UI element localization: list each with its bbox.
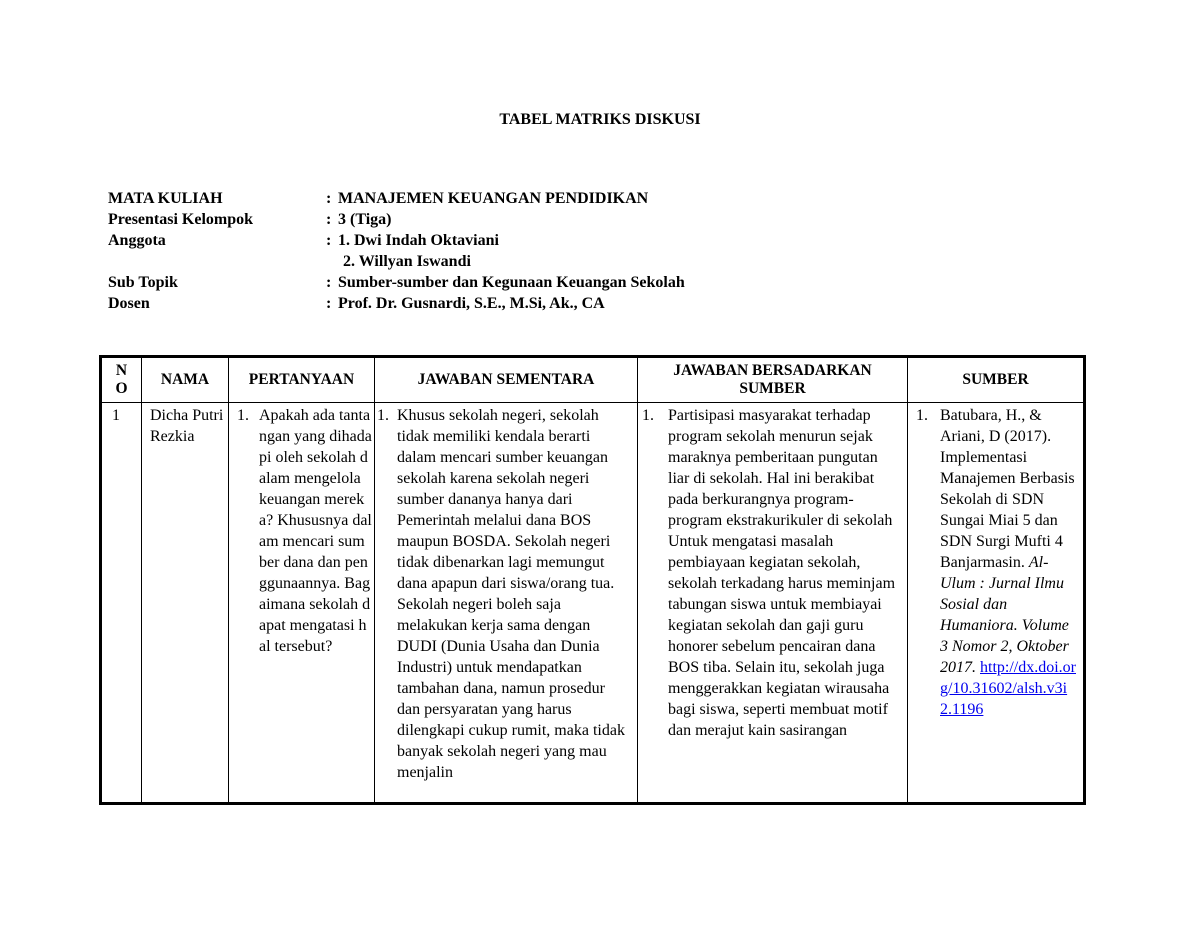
meta-label: Anggota (108, 232, 166, 249)
meta-row-mata-kuliah (108, 188, 685, 209)
cell-jawaban-sementara (375, 403, 638, 804)
meta-value: Sumber-sumber dan Kegunaan Keuangan Sekolah (338, 274, 685, 291)
meta-row-kelompok (108, 209, 685, 230)
meta-colon: : (326, 211, 332, 228)
header-jawaban-sumber: JAWABAN BERSADARKAN SUMBER (638, 357, 908, 403)
meta-row-anggota-2 (108, 251, 685, 272)
list-number: 1. (916, 407, 928, 424)
meta-value: MANAJEMEN KEUANGAN PENDIDIKAN (338, 190, 649, 207)
meta-row-anggota (108, 230, 685, 251)
row-number: 1 (112, 407, 120, 424)
meta-value: 1. Dwi Indah Oktaviani (338, 232, 499, 249)
cell-no (101, 403, 142, 804)
meta-label: MATA KULIAH (108, 190, 223, 207)
header-sumber: SUMBER (908, 357, 1085, 403)
list-number: 1. (377, 407, 389, 424)
meta-colon: : (326, 190, 332, 207)
meta-label: Presentasi Kelompok (108, 211, 254, 228)
question-text: Apakah ada tantangan yang dihadapi oleh sekolah dalam mengelola keuangan mereka? Khususnya dalam mencari sumber dana dan penggunaannya. Bagaimana sekolah dapat mengatasi hal tersebut? (259, 407, 372, 655)
course-info (108, 188, 685, 314)
meta-label: Sub Topik (108, 274, 178, 291)
cell-sumber (908, 403, 1085, 804)
cell-nama (142, 403, 229, 804)
meta-colon: : (326, 295, 332, 312)
meta-row-sub-topik (108, 272, 685, 293)
meta-colon: : (326, 274, 332, 291)
meta-row-dosen (108, 293, 685, 314)
document-title: TABEL MATRIKS DISKUSI (499, 111, 701, 128)
meta-value: Prof. Dr. Gusnardi, S.E., M.Si, Ak., CA (338, 295, 605, 312)
reference-text (940, 405, 1083, 802)
discussion-matrix-table (99, 355, 1086, 805)
temporary-answer-text: Khusus sekolah negeri, sekolah tidak memiliki kendala berarti dalam mencari sumber keuangan sekolah karena sekolah negeri sumber dananya hanya dari Pemerintah melalui dana BOS maupun BOSDA. Sekolah negeri tidak dibenarkan lagi memungut dana apapun dari siswa/orang tua. Sekolah negeri boleh saja melakukan kerja sama dengan DUDI (Dunia Usaha dan Dunia Industri) untuk mendapatkan tambahan dana, namun prosedur dan persyaratan yang harus dilengkapi cukup rumit, maka tidak banyak sekolah negeri yang mau menjalin (397, 407, 625, 781)
table-header-row (101, 357, 1085, 403)
meta-label: Dosen (108, 295, 150, 312)
source-answer-text: Partisipasi masyarakat terhadap program sekolah menurun sejak maraknya pemberitaan pungutan liar di sekolah. Hal ini berakibat pada berkurangnya program-program ekstrakurikuler di sekolah Untuk mengatasi masalah pembiayaan kegiatan sekolah, sekolah terkadang harus meminjam tabungan siswa untuk membiayai kegiatan sekolah dan gaji guru honorer sebelum pencairan dana BOS tiba. Selain itu, sekolah juga menggerakkan kegiatan wirausaha bagi siswa, seperti membuat motif dan merajut kain sasirangan (668, 407, 896, 739)
reference-volume: Volume 3 Nomor 2, Oktober 2017. (940, 617, 1069, 676)
cell-jawaban-sumber (638, 403, 908, 804)
reference-authors: Batubara, H., & Ariani, D (2017). Implementasi Manajemen Berbasis Sekolah di SDN Sungai Miai 5 dan SDN Surgi Mufti 4 Banjarmasin. (940, 407, 1075, 571)
list-number: 1. (642, 407, 654, 424)
header-nama: NAMA (142, 357, 229, 403)
header-jawaban-sementara: JAWABAN SEMENTARA (375, 357, 638, 403)
student-name: Dicha Putri Rezkia (150, 407, 224, 445)
table-row (101, 403, 1085, 804)
header-pertanyaan: PERTANYAAN (229, 357, 375, 403)
meta-colon: : (326, 232, 332, 249)
list-number: 1. (237, 407, 249, 424)
reference-journal: Al-Ulum : Jurnal Ilmu Sosial dan Humaniora. (940, 554, 1064, 634)
cell-pertanyaan (229, 403, 375, 804)
meta-value: 3 (Tiga) (338, 211, 392, 228)
reference-doi-link[interactable]: http://dx.doi.org/10.31602/alsh.v3i2.1196 (940, 659, 1076, 718)
header-no: N O (101, 357, 142, 403)
meta-value: 2. Willyan Iswandi (343, 253, 471, 270)
